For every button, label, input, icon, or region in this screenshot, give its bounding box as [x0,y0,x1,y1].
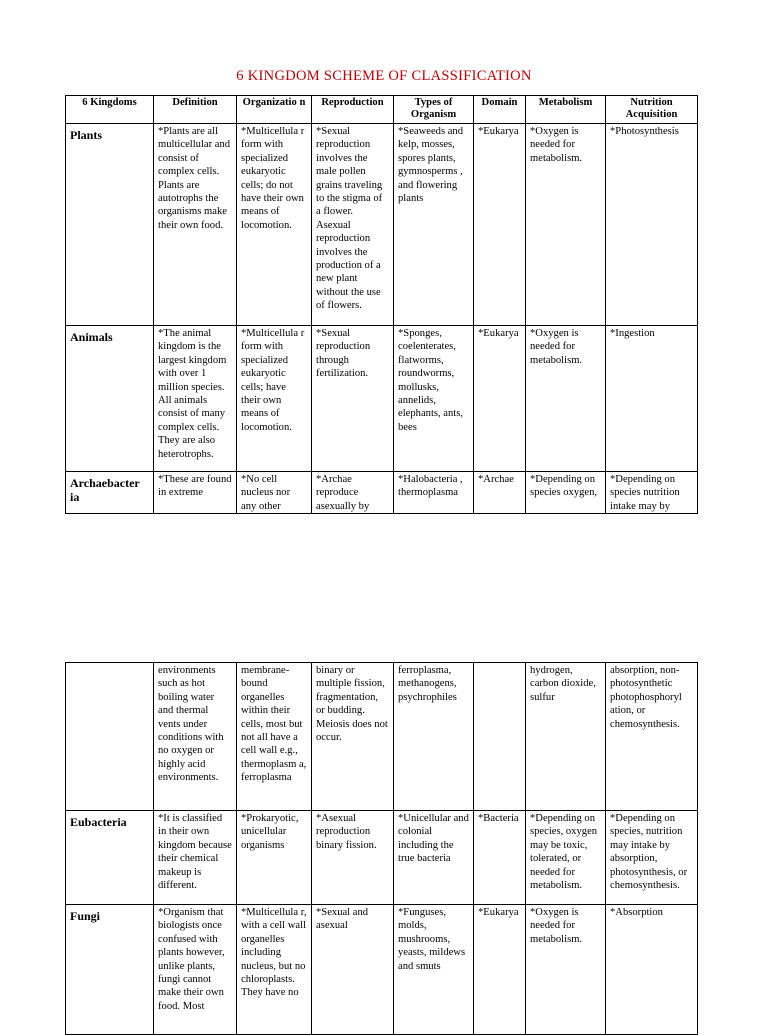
nutrition-cell: *Absorption [606,905,698,1035]
reproduction-cell: *Sexual and asexual [312,905,394,1035]
header-cell: Types of Organism [394,96,474,124]
table-row [66,811,698,905]
header-cell: 6 Kingdoms [66,96,154,124]
table-row [66,905,698,1035]
nutrition-cell: *Ingestion [606,326,698,472]
definition-cell: *These are found in extreme [154,472,237,514]
header-cell: Nutrition Acquisition [606,96,698,124]
table-row [66,472,698,514]
kingdom-cell: Eubacteria [66,811,154,905]
reproduction-cell: *Sexual reproduction through fertilization. [312,326,394,472]
classification-table-part-2 [65,662,698,1035]
nutrition-cell: *Depending on species, nutrition may intake by absorption, photosynthesis, or chemosynthesis. [606,811,698,905]
types-cell: *Seaweeds and kelp, mosses, spores plants, gymnosperms , and flowering plants [394,124,474,326]
metabolism-cell: *Oxygen is needed for metabolism. [526,905,606,1035]
reproduction-cell: *Archae reproduce asexually by [312,472,394,514]
types-cell: ferroplasma, methanogens, psychrophiles [394,663,474,811]
reproduction-cell: *Asexual reproduction binary fission. [312,811,394,905]
definition-cell: environments such as hot boiling water and thermal vents under conditions with no oxygen or highly acid environments. [154,663,237,811]
organization-cell: *Multicellula r form with specialized eukaryotic cells; have their own means of locomotion. [237,326,312,472]
reproduction-cell: binary or multiple fission, fragmentation, or budding. Meiosis does not occur. [312,663,394,811]
kingdom-cell: Fungi [66,905,154,1035]
kingdom-cell [66,663,154,811]
domain-cell [474,663,526,811]
header-row [66,96,698,124]
nutrition-cell: absorption, non-photosynthetic photophosphoryl ation, or chemosynthesis. [606,663,698,811]
header-cell: Metabolism [526,96,606,124]
organization-cell: *Prokaryotic, unicellular organisms [237,811,312,905]
reproduction-cell: *Sexual reproduction involves the male pollen grains traveling to the stigma of a flower. Asexual reproduction involves the production of a new plant without the use of flowers. [312,124,394,326]
domain-cell: *Bacteria [474,811,526,905]
metabolism-cell: *Oxygen is needed for metabolism. [526,124,606,326]
domain-cell: *Eukarya [474,124,526,326]
nutrition-cell: *Photosynthesis [606,124,698,326]
domain-cell: *Eukarya [474,326,526,472]
kingdom-cell: Archaebacter ia [66,472,154,514]
types-cell: *Funguses, molds, mushrooms, yeasts, mildews and smuts [394,905,474,1035]
organization-cell: *Multicellula r form with specialized eukaryotic cells; do not have their own means of locomotion. [237,124,312,326]
page-title: 6 KINGDOM SCHEME OF CLASSIFICATION [236,68,532,84]
definition-cell: *It is classified in their own kingdom because their chemical makeup is different. [154,811,237,905]
header-cell: Organizatio n [237,96,312,124]
organization-cell: *No cell nucleus nor any other [237,472,312,514]
kingdom-cell: Animals [66,326,154,472]
types-cell: *Halobacteria , thermoplasma [394,472,474,514]
definition-cell: *The animal kingdom is the largest kingdom with over 1 million species. All animals consist of many complex cells. They are also heterotrophs. [154,326,237,472]
metabolism-cell: *Oxygen is needed for metabolism. [526,326,606,472]
domain-cell: *Eukarya [474,905,526,1035]
types-cell: *Sponges, coelenterates, flatworms, roundworms, mollusks, annelids, elephants, ants, bees [394,326,474,472]
nutrition-cell: *Depending on species nutrition intake may by [606,472,698,514]
header-cell: Domain [474,96,526,124]
classification-table-part-1 [65,95,698,514]
kingdom-cell: Plants [66,124,154,326]
organization-cell: membrane-bound organelles within their cells, most but not all have a cell wall e.g., thermoplasm a, ferroplasma [237,663,312,811]
organization-cell: *Multicellula r, with a cell wall organelles including nucleus, but no chloroplasts. They have no [237,905,312,1035]
metabolism-cell: *Depending on species oxygen, [526,472,606,514]
domain-cell: *Archae [474,472,526,514]
header-cell: Definition [154,96,237,124]
metabolism-cell: hydrogen, carbon dioxide, sulfur [526,663,606,811]
metabolism-cell: *Depending on species, oxygen may be toxic, tolerated, or needed for metabolism. [526,811,606,905]
table-row [66,663,698,811]
table-row [66,124,698,326]
header-cell: Reproduction [312,96,394,124]
types-cell: *Unicellular and colonial including the true bacteria [394,811,474,905]
table-row [66,326,698,472]
definition-cell: *Organism that biologists once confused with plants however, unlike plants, fungi cannot make their own food. Most [154,905,237,1035]
definition-cell: *Plants are all multicellular and consist of complex cells. Plants are autotrophs the organisms make their own food. [154,124,237,326]
